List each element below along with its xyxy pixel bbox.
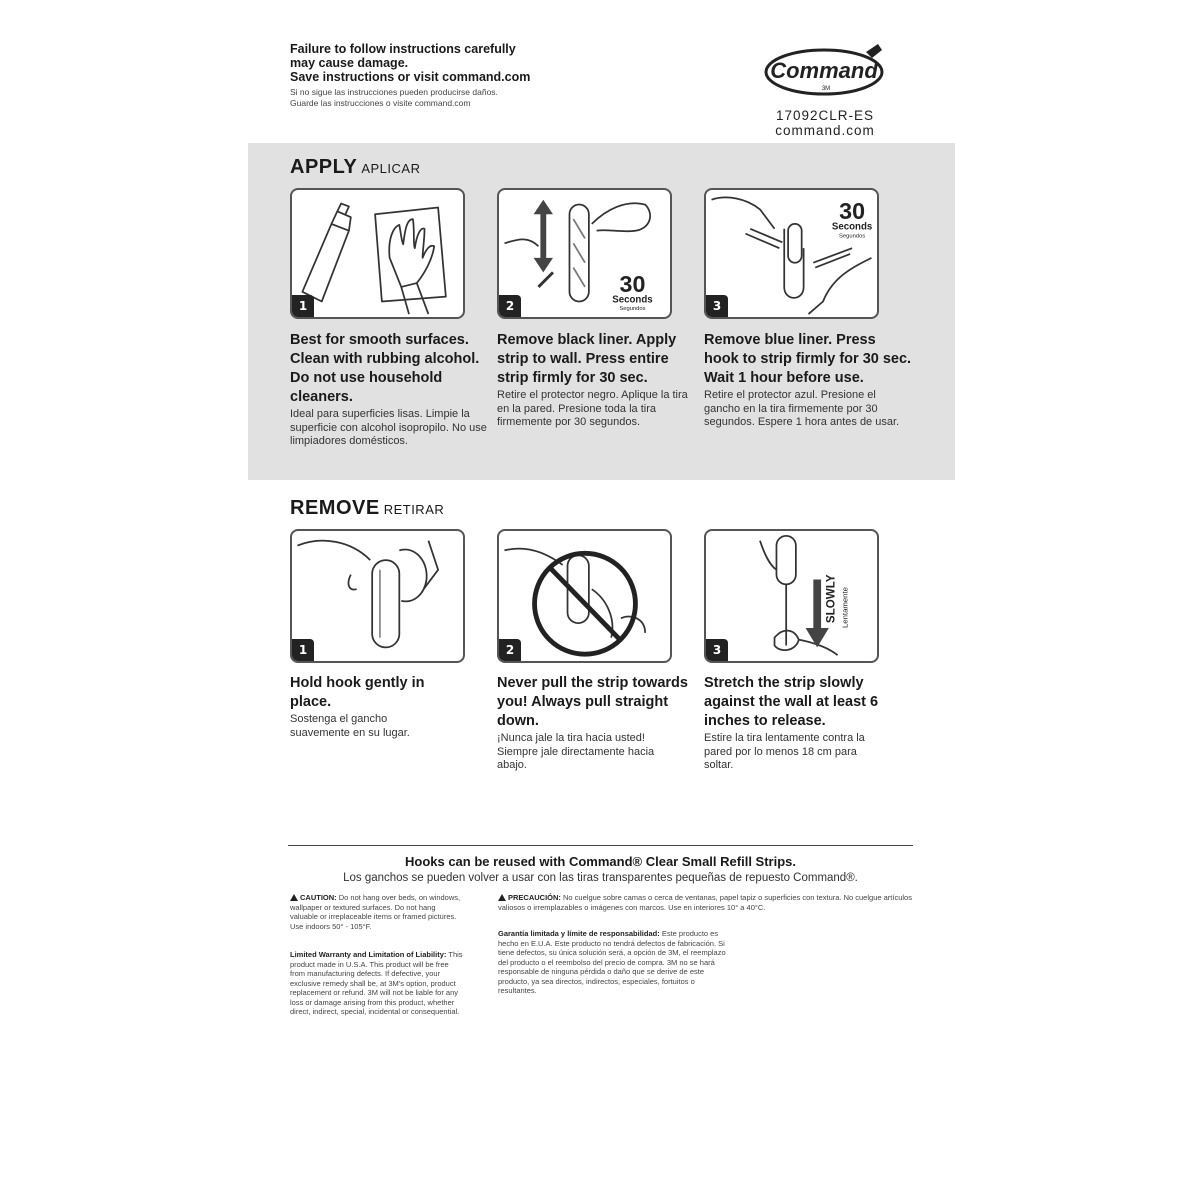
warning-english: Failure to follow instructions carefully may cause damage. Save instructions or visit command.com (290, 42, 531, 84)
no-pull-icon (499, 531, 670, 661)
step-number-badge: 2 (499, 639, 521, 661)
caution-icon (290, 894, 298, 901)
badge-segundos: Segundos (839, 233, 866, 240)
brand-sub-text: 3M (821, 86, 831, 92)
step-number-badge: 3 (706, 639, 728, 661)
step-number-badge: 3 (706, 295, 728, 317)
command-logo (764, 42, 894, 102)
reuse-spanish: Los ganchos se pueden volver a usar con las tiras transparentes pequeñas de repuesto Command®. (343, 872, 858, 884)
footer-divider (288, 845, 913, 846)
step-number-badge: 1 (292, 295, 314, 317)
step-number-badge: 2 (499, 295, 521, 317)
badge-number: 30 (839, 198, 866, 225)
remove-step-1-illustration (290, 529, 465, 663)
remove-step-1-text: Hold hook gently in place. Sostenga el gancho suavemente en su lugar. (290, 675, 425, 739)
remove-liner-icon (499, 190, 670, 317)
remove-step-2-text: Never pull the strip towards you! Always pull straight down. ¡Nunca jale la tira hacia usted! Siempre jale directamente hacia abajo. (497, 675, 688, 771)
remove-title: REMOVE RETIRAR (290, 497, 445, 519)
product-code: 17092CLR-ES (775, 108, 875, 123)
apply-title: APPLY APLICAR (290, 156, 421, 178)
apply-step-3-text: Remove blue liner. Press hook to strip firmly for 30 sec. Wait 1 hour before use. Retire el protector azul. Presione el gancho en la tira firmemente por 30 segundos. Espere 1 hora antes de usar. (704, 332, 912, 428)
header (290, 42, 910, 138)
apply-step-2-text: Remove black liner. Apply strip to wall. Press entire strip firmly for 30 sec. Retire el protector negro. Aplique la tira en la pared. Presione toda la tira firmemente por 30 segundos. (497, 332, 688, 428)
caution-english: CAUTION: Do not hang over beds, on windows, wallpaper or textured surfaces. Do not hang valuable or irreplaceable items or framed pictures. Use indoors 50° - 105°F. (290, 893, 461, 931)
warranty-english: Limited Warranty and Limitation of Liability: This product made in U.S.A. This product will be free from manufacturing defects. If defective, your exclusive remedy shall be, at 3M's option, product replacement or refund. 3M will not be liable for any loss or damage arising from this product, whether direct, indirect, special, incidental or consequential. (290, 950, 463, 1016)
remove-step-2-illustration (497, 529, 672, 663)
badge-segundos: Segundos (619, 306, 646, 313)
step-number-badge: 1 (292, 639, 314, 661)
caution-icon (498, 894, 506, 901)
lentamente-label: Lentamente (840, 587, 850, 629)
remove-step-3-text: Stretch the strip slowly against the wall at least 6 inches to release. Estire la tira lentamente contra la pared por lo menos 18 cm para soltar. (704, 675, 879, 771)
badge-seconds: Seconds (612, 294, 653, 306)
brand-text: Command (770, 58, 878, 83)
caution-spanish: PRECAUCIÓN: No cuelgue sobre camas o cerca de ventanas, papel tapiz o superficies con textura. No cuelgue artículos valiosos o irremplazables o imágenes con marcos. Use en interiores 10° a 40°C. (498, 893, 912, 912)
slowly-label: SLOWLY (824, 574, 838, 624)
apply-step-1-illustration (290, 188, 465, 319)
hold-hook-icon (292, 531, 463, 661)
apply-step-1-text: Best for smooth surfaces. Clean with rubbing alcohol. Do not use household cleaners. Ideal para superficies lisas. Limpie la superficie con alcohol isopropilo. No use limpiadores domésticos. (290, 332, 487, 447)
reuse-english: Hooks can be reused with Command® Clear Small Refill Strips. (404, 854, 796, 869)
apply-step-2-illustration (497, 188, 672, 319)
badge-number: 30 (619, 270, 646, 297)
product-info (730, 108, 920, 138)
remove-step-3-illustration (704, 529, 879, 663)
website: command.com (775, 123, 875, 138)
warranty-spanish: Garantía limitada y límite de responsabilidad: Este producto es hecho en E.U.A. Este producto no tendrá defectos de fabricación. Si tiene defectos, su única solución será, a opción de 3M, el reemplazo del producto o el reembolso del precio de compra. 3M no se hará responsable de ninguna pérdida o daño que se derive de este producto, ya sea directos, indirectos, especiales, fortuitos o resultantes. (498, 929, 726, 995)
warning-spanish: Si no sigue las instrucciones pueden producirse daños. Guarde las instrucciones o visite command.com (290, 87, 498, 108)
press-hook-icon (706, 190, 877, 317)
stretch-strip-icon (706, 531, 877, 661)
badge-seconds: Seconds (831, 221, 873, 233)
apply-step-3-illustration (704, 188, 879, 319)
clean-surface-icon (292, 190, 463, 317)
